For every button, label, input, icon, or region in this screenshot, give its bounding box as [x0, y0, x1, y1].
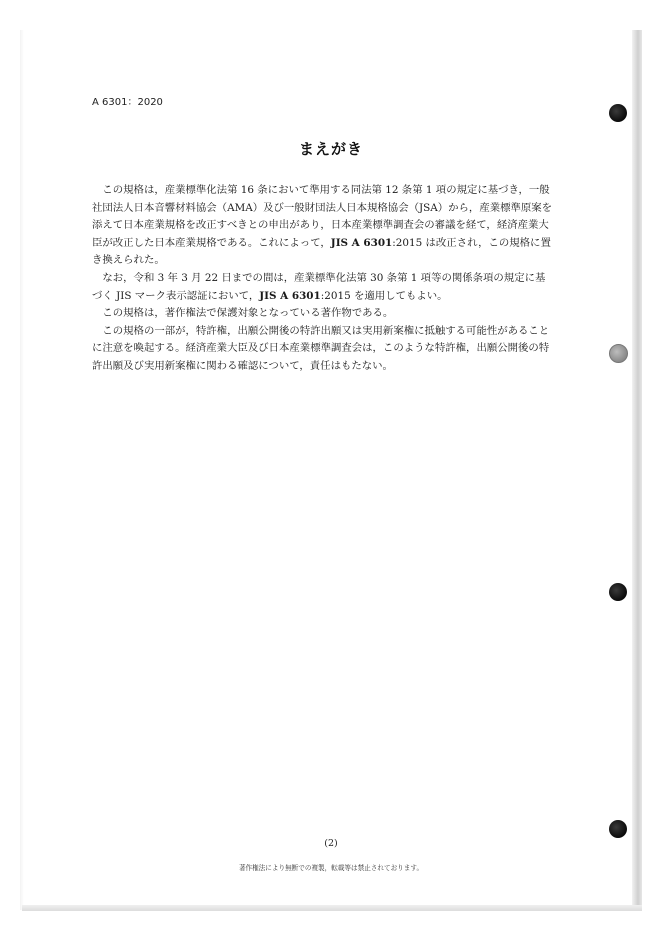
punch-hole-icon — [609, 104, 627, 122]
punch-hole-icon — [609, 344, 628, 363]
page-number: (2) — [324, 838, 338, 849]
paragraph-3-text: この規格は，著作権法で保護対象となっている著作物である。 — [102, 307, 394, 320]
paragraph-2-text: なお，令和 3 年 3 月 22 日までの間は，産業標準化法第 30 条第 1 項等の関係条項の規定に基づく JIS マーク表示認証において， — [92, 271, 546, 302]
paragraph-1 — [92, 182, 554, 270]
paragraph-2-text-end: :2015 を適用してもよい。 — [320, 289, 448, 302]
standard-code: A 6301：2020 — [92, 97, 163, 108]
paragraph-1-text-end: :2015 は改正され，この規格に置き換えられた。 — [92, 236, 551, 267]
punch-hole-icon — [609, 820, 627, 838]
paragraph-1-standard-ref: JIS A 6301 — [330, 236, 393, 249]
page-edge-right — [632, 30, 642, 910]
punch-hole-icon — [609, 583, 627, 601]
paragraph-4-text: この規格の一部が，特許権，出願公開後の特許出願又は実用新案権に抵触する可能性があることに注意を喚起する。経済産業大臣及び日本産業標準調査会は，このような特許権，出願公開後の特許出願及び実用新案権に関わる確認について，責任はもたない。 — [92, 324, 550, 372]
paragraph-1-text: この規格は，産業標準化法第 16 条において準用する同法第 12 条第 1 項の規定に基づき，一般社団法人日本音響材料協会（AMA）及び一般財団法人日本規格協会（JSA）から，産業標準原案を添えて日本産業規格を改正すべきとの申出があり，日本産業標準調査会の審議を経て，経済産業大臣が改正した日本産業規格である。これによって， — [92, 184, 553, 249]
page-edge-left — [20, 30, 24, 910]
paragraph-2-standard-ref: JIS A 6301 — [259, 289, 321, 302]
page-title: まえがき — [298, 140, 363, 158]
paragraph-2 — [92, 270, 554, 305]
copyright-notice: 著作権法により無断での複製，転載等は禁止されております。 — [238, 864, 424, 872]
foreword-body — [92, 182, 554, 376]
paragraph-3 — [92, 305, 554, 323]
page-edge-bottom — [22, 905, 642, 911]
paragraph-4 — [92, 323, 554, 376]
